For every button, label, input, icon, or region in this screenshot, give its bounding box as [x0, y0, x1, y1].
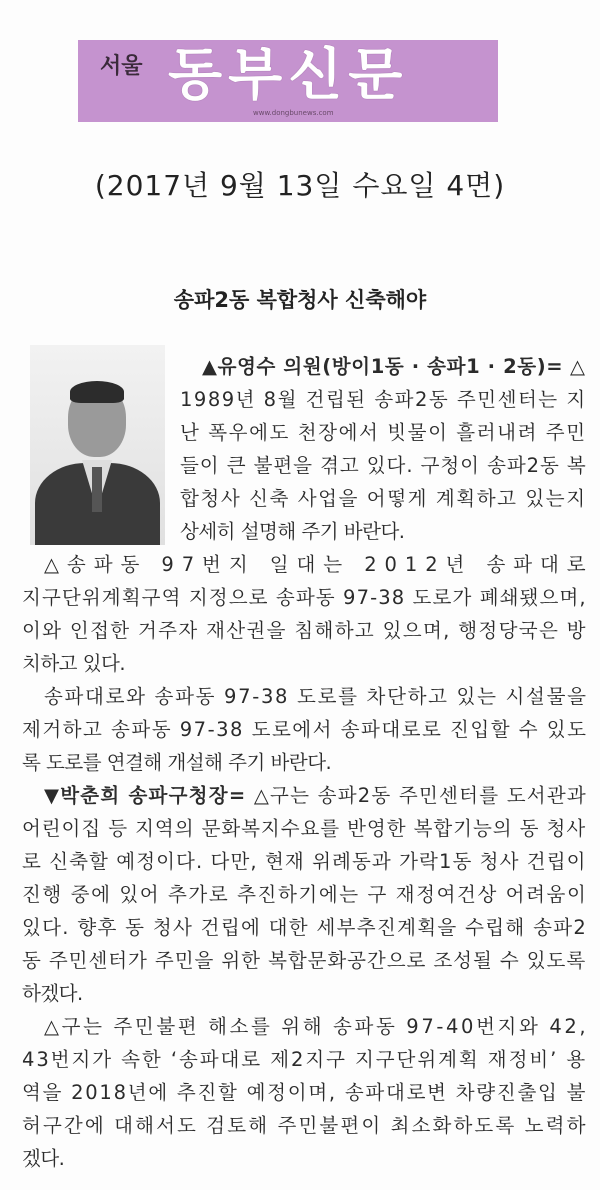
speaker-label: ▼박춘희 송파구청장=: [44, 784, 247, 807]
article-line: [22, 817, 586, 841]
article-line: [202, 355, 586, 379]
article-line: [180, 421, 587, 445]
article-line: [180, 520, 405, 544]
article-line: [180, 454, 587, 478]
masthead-url: www.dongbunews.com: [253, 109, 334, 117]
article-line: [44, 1015, 588, 1039]
article-line: [22, 850, 587, 874]
line-text: 송파대로와 송파동 97-38 도로를 차단하고 있는 시설물을: [44, 685, 588, 708]
article-line: [22, 982, 83, 1006]
masthead-name: 동부신문: [168, 42, 409, 108]
line-text: 진행 중에 있어 추가로 추진하기에는 구 재정여건상 어려움이: [22, 883, 588, 906]
article-line: [22, 619, 587, 643]
line-text: 록 도로를 연결해 개설해 주기 바란다.: [22, 751, 332, 774]
article-line: [22, 1081, 587, 1105]
article-line: [22, 1114, 588, 1138]
article-line: [22, 652, 125, 676]
article-line: [180, 388, 587, 412]
line-text: 난 폭우에도 천장에서 빗물이 흘러내려 주민: [180, 421, 587, 444]
line-text: 허구간에 대해서도 검토해 주민불편이 최소화하도록 노력하: [22, 1114, 588, 1137]
article-line: [22, 751, 331, 775]
article-line: [22, 586, 587, 610]
masthead-region: 서울: [100, 54, 143, 79]
line-text: 치하고 있다.: [22, 652, 126, 675]
article-headline: 송파2동 복합청사 신축해야: [173, 288, 427, 312]
line-text: 하겠다.: [22, 982, 83, 1005]
line-text: 이와 인접한 거주자 재산권을 침해하고 있으며, 행정당국은 방: [22, 619, 587, 642]
article-line: [44, 553, 594, 577]
article-line: [44, 784, 587, 808]
line-text: 제거하고 송파동 97-38 도로에서 송파대로로 진입할 수 있도: [22, 718, 588, 741]
line-text: 겠다.: [22, 1147, 65, 1170]
line-text: 1989년 8월 건립된 송파2동 주민센터는 지: [180, 388, 587, 411]
article-line: [22, 1048, 587, 1072]
line-text: 지구단위계획구역 지정으로 송파동 97-38 도로가 폐쇄됐으며,: [22, 586, 587, 609]
line-text: 동 주민센터가 주민을 위한 복합문화공간으로 조성될 수 있도록: [22, 949, 587, 972]
masthead-logo: [78, 40, 498, 122]
article-line: [22, 718, 587, 742]
line-text: 로 신축할 예정이다. 다만, 현재 위례동과 가락1동 청사 건립이: [22, 850, 587, 873]
line-text: 43번지가 속한 ‘송파대로 제2지구 지구단위계획 재정비’ 용: [22, 1048, 588, 1071]
publication-date: (2017년 9월 13일 수요일 4면): [94, 169, 506, 202]
article-line: [22, 949, 586, 973]
line-text: △구는 송파2동 주민센터를 도서관과: [246, 784, 587, 807]
councilor-photo: [30, 345, 165, 545]
line-text: △구는 주민불편 해소를 위해 송파동 97-40번지와 42,: [44, 1015, 589, 1038]
line-text: 들이 큰 불편을 겪고 있다. 구청이 송파2동 복: [180, 454, 587, 477]
line-text: 상세히 설명해 주기 바란다.: [180, 520, 405, 543]
article-line: [22, 1147, 64, 1171]
line-text: 역을 2018년에 추진할 예정이며, 송파대로변 차량진출입 불: [22, 1081, 588, 1104]
article-line: [22, 916, 587, 940]
line-text: 합청사 신축 사업을 어떻게 계획하고 있는지: [180, 487, 587, 510]
article-line: [44, 685, 588, 709]
article-line: [180, 487, 587, 511]
speaker-label: ▲유영수 의원(방이1동 · 송파1 · 2동)=: [202, 355, 564, 378]
line-text: △송파동 97번지 일대는 2012년 송파대로: [44, 553, 594, 576]
line-text: △: [563, 355, 586, 378]
line-text: 어린이집 등 지역의 문화복지수요를 반영한 복합기능의 동 청사: [22, 817, 587, 840]
line-text: 있다. 향후 동 청사 건립에 대한 세부추진계획을 수립해 송파2: [22, 916, 588, 939]
article-line: [22, 883, 587, 907]
